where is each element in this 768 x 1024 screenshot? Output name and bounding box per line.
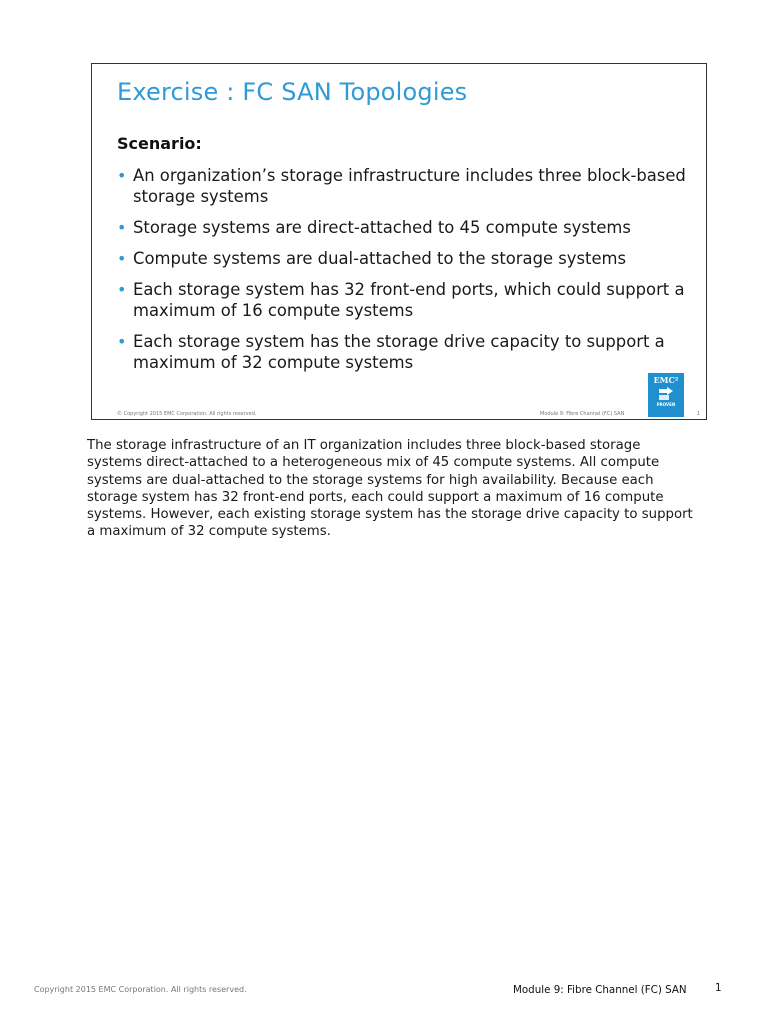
- logo-brand: EMC²: [653, 375, 679, 385]
- bullet-item: [117, 248, 697, 269]
- bullet-item: [117, 331, 697, 373]
- page-footer-module: Module 9: Fibre Channel (FC) SAN: [513, 984, 687, 996]
- bullet-dot-icon: •: [117, 249, 127, 268]
- bullet-item: [117, 165, 697, 207]
- bullet-dot-icon: •: [117, 280, 127, 299]
- bullet-item: [117, 279, 697, 321]
- logo-tagline: PROVEN: [656, 402, 676, 407]
- emc-logo: [648, 373, 684, 417]
- bullet-item: [117, 217, 697, 238]
- slide-footer-copyright: © Copyright 2015 EMC Corporation. All rights reserved.: [117, 411, 257, 417]
- scenario-heading: Scenario:: [117, 134, 202, 153]
- bullet-text: Storage systems are direct-attached to 45 compute systems: [133, 218, 631, 237]
- slide-frame: [91, 63, 707, 420]
- bullet-list: [117, 165, 697, 383]
- bullet-dot-icon: •: [117, 218, 127, 237]
- page-footer-number: 1: [715, 982, 722, 994]
- emc-arrow-icon: [657, 387, 675, 401]
- slide-title: Exercise : FC SAN Topologies: [117, 78, 468, 106]
- speaker-notes: The storage infrastructure of an IT organization includes three block-based storage systems direct-attached to a heterogeneous mix of 45 compute systems. All compute systems are dual-attached to the storage systems for high availability. Because each storage system has 32 front-end ports, each could support a maximum of 16 compute systems. However, each existing storage system has the storage drive capacity to support a maximum of 32 compute systems.: [87, 438, 693, 540]
- page-footer-copyright: Copyright 2015 EMC Corporation. All rights reserved.: [34, 985, 247, 994]
- slide-footer-module: Module 9: Fibre Channel (FC) SAN: [540, 411, 625, 417]
- bullet-dot-icon: •: [117, 166, 127, 185]
- bullet-text: An organization’s storage infrastructure includes three block-based storage systems: [133, 166, 686, 206]
- slide-footer-page: 1: [696, 411, 700, 417]
- bullet-text: Each storage system has 32 front-end ports, which could support a maximum of 16 compute systems: [133, 280, 685, 320]
- bullet-text: Compute systems are dual-attached to the storage systems: [133, 249, 627, 268]
- bullet-dot-icon: •: [117, 332, 127, 351]
- bullet-text: Each storage system has the storage drive capacity to support a maximum of 32 compute systems: [133, 332, 665, 372]
